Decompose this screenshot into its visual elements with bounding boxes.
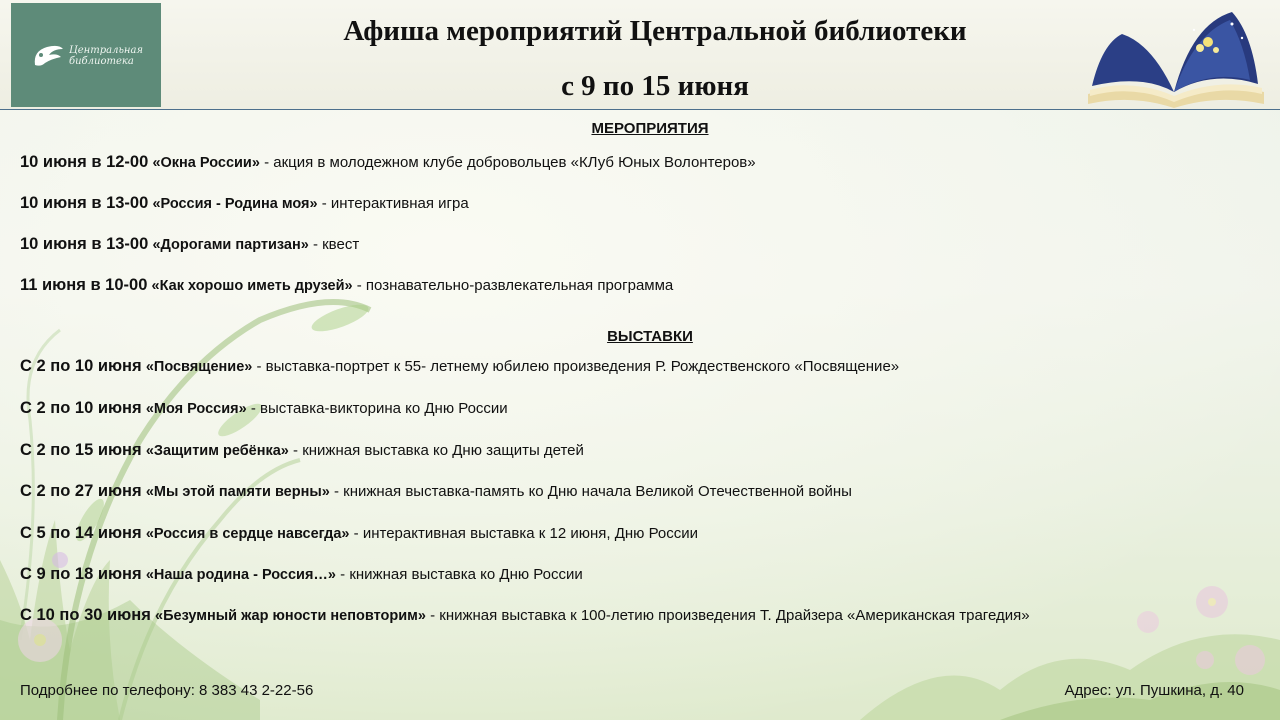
- list-item: [20, 482, 1260, 501]
- exhibition-name: «Посвящение»: [145, 359, 253, 375]
- event-name: «Россия - Родина моя»: [152, 196, 318, 212]
- list-item: [20, 565, 1260, 584]
- event-description: - познавательно-развлекательная программа: [352, 277, 674, 294]
- event-description: - акция в молодежном клубе добровольцев «КЛуб Юных Волонтеров»: [259, 154, 756, 171]
- event-name: «Как хорошо иметь друзей»: [151, 278, 353, 294]
- exhibition-description: - интерактивная выставка к 12 июня, Дню России: [349, 525, 699, 542]
- exhibition-dates: С 9 по 18 июня: [20, 565, 142, 583]
- exhibition-dates: С 5 по 14 июня: [20, 524, 142, 542]
- exhibition-dates: С 10 по 30 июня: [20, 606, 151, 624]
- content-area: [0, 110, 1280, 720]
- header-banner: [0, 0, 1280, 110]
- event-description: - интерактивная игра: [317, 195, 469, 212]
- event-date: 10 июня в 12-00: [20, 153, 149, 171]
- list-item: [20, 399, 1260, 418]
- exhibitions-section-title: ВЫСТАВКИ: [607, 328, 693, 345]
- exhibition-dates: С 2 по 10 июня: [20, 357, 142, 375]
- event-description: - квест: [308, 236, 360, 253]
- exhibition-name: «Наша родина - Россия…»: [145, 567, 336, 583]
- list-item: [20, 357, 1260, 376]
- event-name: «Дорогами партизан»: [152, 237, 309, 253]
- library-logo: [11, 3, 161, 107]
- event-date: 11 июня в 10-00: [20, 276, 148, 294]
- open-book-icon: [1082, 4, 1268, 108]
- exhibition-name: «Мы этой памяти верны»: [145, 484, 330, 500]
- exhibition-description: - книжная выставка к 100-летию произведения Т. Драйзера «Американская трагедия»: [425, 607, 1030, 624]
- list-item: [20, 524, 1260, 543]
- footer-address: Адрес: ул. Пушкина, д. 40: [1064, 682, 1244, 699]
- event-name: «Окна России»: [152, 155, 260, 171]
- exhibition-dates: С 2 по 15 июня: [20, 441, 142, 459]
- exhibition-dates: С 2 по 10 июня: [20, 399, 142, 417]
- exhibition-description: - книжная выставка ко Дню защиты детей: [288, 442, 584, 459]
- exhibition-dates: С 2 по 27 июня: [20, 482, 142, 500]
- events-section-title: МЕРОПРИЯТИЯ: [591, 120, 709, 137]
- list-item: [20, 194, 1260, 213]
- page-subtitle-dates: с 9 по 15 июня: [561, 70, 749, 102]
- event-date: 10 июня в 13-00: [20, 235, 149, 253]
- exhibition-description: - книжная выставка ко Дню России: [336, 566, 583, 583]
- list-item: [20, 235, 1260, 254]
- list-item: [20, 276, 1260, 295]
- logo-leaf-icon: [31, 41, 67, 71]
- event-date: 10 июня в 13-00: [20, 194, 149, 212]
- logo-text: Центральная библиотека: [69, 45, 144, 67]
- exhibition-description: - книжная выставка-память ко Дню начала Великой Отечественной войны: [329, 483, 852, 500]
- footer-phone: Подробнее по телефону: 8 383 43 2-22-56: [20, 682, 314, 699]
- list-item: [20, 153, 1260, 172]
- exhibition-name: «Защитим ребёнка»: [145, 443, 289, 459]
- list-item: [20, 441, 1260, 460]
- exhibition-description: - выставка-портрет к 55- летнему юбилею произведения Р. Рождественского «Посвящение»: [252, 358, 900, 375]
- exhibition-description: - выставка-викторина ко Дню России: [246, 400, 508, 417]
- page-title: Афиша мероприятий Центральной библиотеки: [343, 15, 967, 47]
- exhibition-name: «Моя Россия»: [145, 401, 247, 417]
- exhibition-name: «Безумный жар юности неповторим»: [155, 608, 426, 624]
- list-item: [20, 606, 1260, 625]
- exhibition-name: «Россия в сердце навсегда»: [145, 526, 350, 542]
